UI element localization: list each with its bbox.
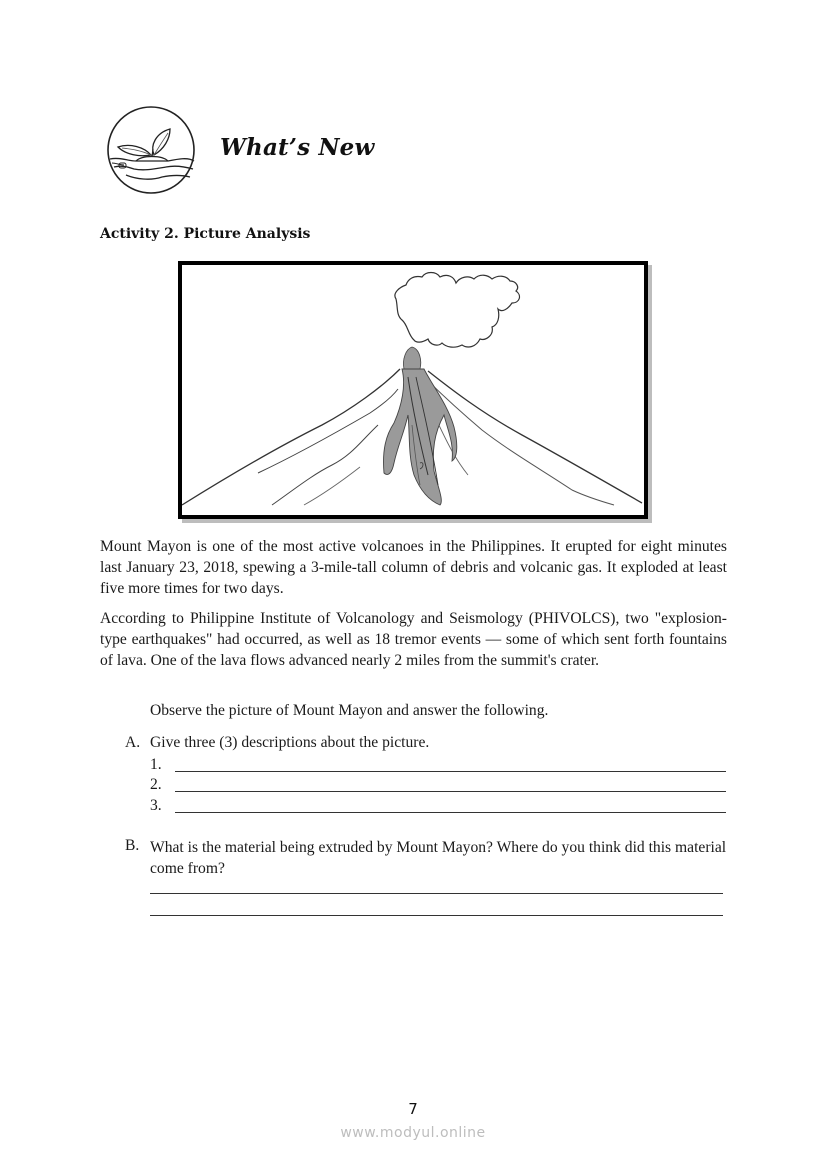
question-b-text: What is the material being extruded by Mount Mayon? Where do you think did this material come from? [150,839,727,877]
seedling-in-hand-icon [106,105,196,195]
answer-number: 3. [150,797,162,814]
answer-blank-line[interactable] [175,771,726,772]
question-a-letter: A. [125,734,141,751]
section-title: What’s New [220,134,375,161]
answer-blank-line[interactable] [175,812,726,813]
paragraph-eruption-summary: Mount Mayon is one of the most active volcanoes in the Philippines. It erupted for eight minutes last January 23, 2018, spewing a 3-mile-tall column of debris and volcanic gas. It exploded at least five more times for two days. [100,538,727,597]
page-number: 7 [408,1100,418,1118]
answer-number: 1. [150,756,162,773]
paragraph-phivolcs-report: According to Philippine Institute of Volcanology and Seismology (PHIVOLCS), two "explosion-type earthquakes" had occurred, as well as 18 tremor events — some of which sent forth fountains of lava. One of the lava flows advanced nearly 2 miles from the summit's crater. [100,610,727,669]
question-b-letter: B. [125,837,140,854]
answer-a-1[interactable] [150,756,726,776]
answer-a-2[interactable] [150,776,726,796]
mount-mayon-illustration [178,261,648,519]
volcano-drawing [182,265,644,515]
answer-blank-line[interactable] [175,791,726,792]
answer-b-line-2[interactable] [150,915,723,916]
question-a-text: Give three (3) descriptions about the picture. [150,734,430,751]
answer-a-3[interactable] [150,797,726,817]
activity-title: Activity 2. Picture Analysis [100,226,311,242]
watermark: www.modyul.online [340,1125,486,1141]
answer-number: 2. [150,776,162,793]
instruction-text: Observe the picture of Mount Mayon and answer the following. [150,702,549,719]
answer-b-line-1[interactable] [150,893,723,894]
